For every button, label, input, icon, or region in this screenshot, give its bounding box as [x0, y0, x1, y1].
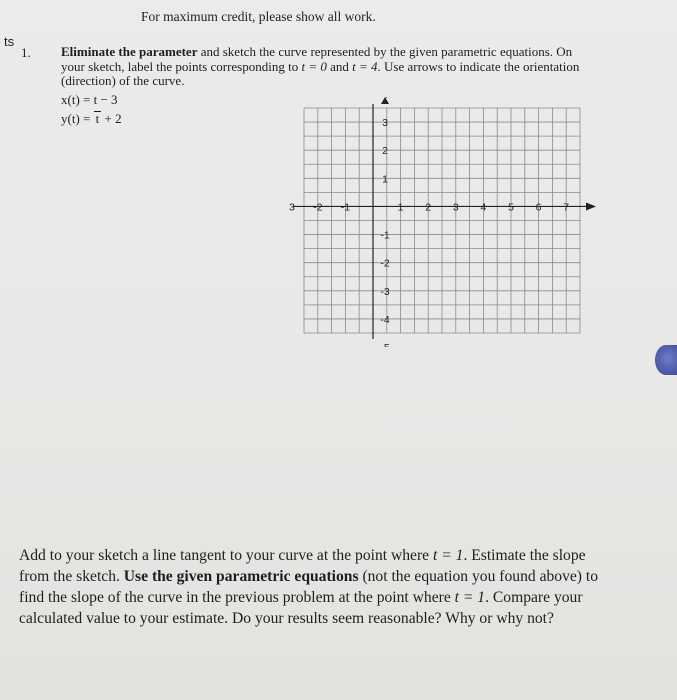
- t-equals-1-b: t = 1: [454, 589, 486, 606]
- y-tick-label: -4: [380, 313, 390, 326]
- problem-2-text-d: . Compare your calculated value to your estimate. Do your results seem reasonable? Why or why not?: [19, 589, 583, 627]
- problem-1-number: 1.: [21, 45, 31, 60]
- x-tick-label: 7: [563, 201, 570, 214]
- y-tick-label: [382, 97, 388, 101]
- grid-svg: [289, 97, 599, 347]
- problem-2-text-c: (not the equation you found above) to find the slope of the curve in the previous problem at the point where: [19, 568, 599, 606]
- x-tick-label: 1: [397, 201, 404, 214]
- y-tick-label: -1: [380, 229, 390, 242]
- y-tick-label: 3: [382, 117, 388, 130]
- y-tick-label: 1: [382, 173, 388, 186]
- equation-x: x(t) = t − 3: [61, 92, 118, 107]
- x-tick-label: 3: [452, 201, 459, 214]
- problem-2-text: [19, 545, 619, 629]
- problem-1-text-part1: and sketch the curve represented by the given parametric equations. On your sketch, label the points corresponding to: [61, 44, 573, 74]
- x-tick-label: -1: [340, 201, 351, 214]
- equation-y-left: y(t) =: [61, 111, 94, 126]
- y-tick-label: -2: [380, 257, 390, 270]
- coordinate-grid: [289, 97, 599, 352]
- problem-1-and: and: [326, 58, 353, 74]
- x-tick-label: -2: [313, 201, 323, 214]
- blue-dot-marker: [655, 345, 677, 375]
- y-tick-label: [380, 342, 389, 347]
- equation-y-radicand: t: [95, 111, 100, 126]
- y-tick-label: 2: [382, 145, 388, 158]
- x-tick-label: 5: [508, 201, 514, 214]
- equation-y: [61, 111, 122, 127]
- problem-1-text: [61, 45, 581, 89]
- x-tick-label: 4: [480, 201, 487, 214]
- margin-mark: ts: [4, 34, 15, 49]
- y-tick-label: -3: [380, 285, 390, 298]
- t-equals-1-a: t = 1: [432, 547, 464, 564]
- x-tick-label: 6: [535, 201, 542, 214]
- t-equals-0: t = 0: [301, 58, 327, 74]
- x-tick-label: 2: [425, 201, 432, 214]
- problem-2-text-b: . Estimate the slope from the sketch.: [19, 547, 586, 585]
- page-header: For maximum credit, please show all work.: [141, 9, 376, 24]
- problem-2-text-a: Add to your sketch a line tangent to your curve at the point where: [19, 547, 433, 564]
- problem-1-bold-lead: Eliminate the parameter: [61, 44, 198, 59]
- equation-y-right: + 2: [101, 111, 122, 126]
- t-equals-4: t = 4: [352, 58, 378, 74]
- problem-2-bold: Use the given parametric equations: [123, 568, 359, 585]
- x-tick-label: 3: [289, 201, 295, 214]
- x-axis-arrow: [586, 202, 596, 210]
- problem-1-text-part2: . Use arrows to indicate the orientation (direction) of the curve.: [61, 58, 580, 88]
